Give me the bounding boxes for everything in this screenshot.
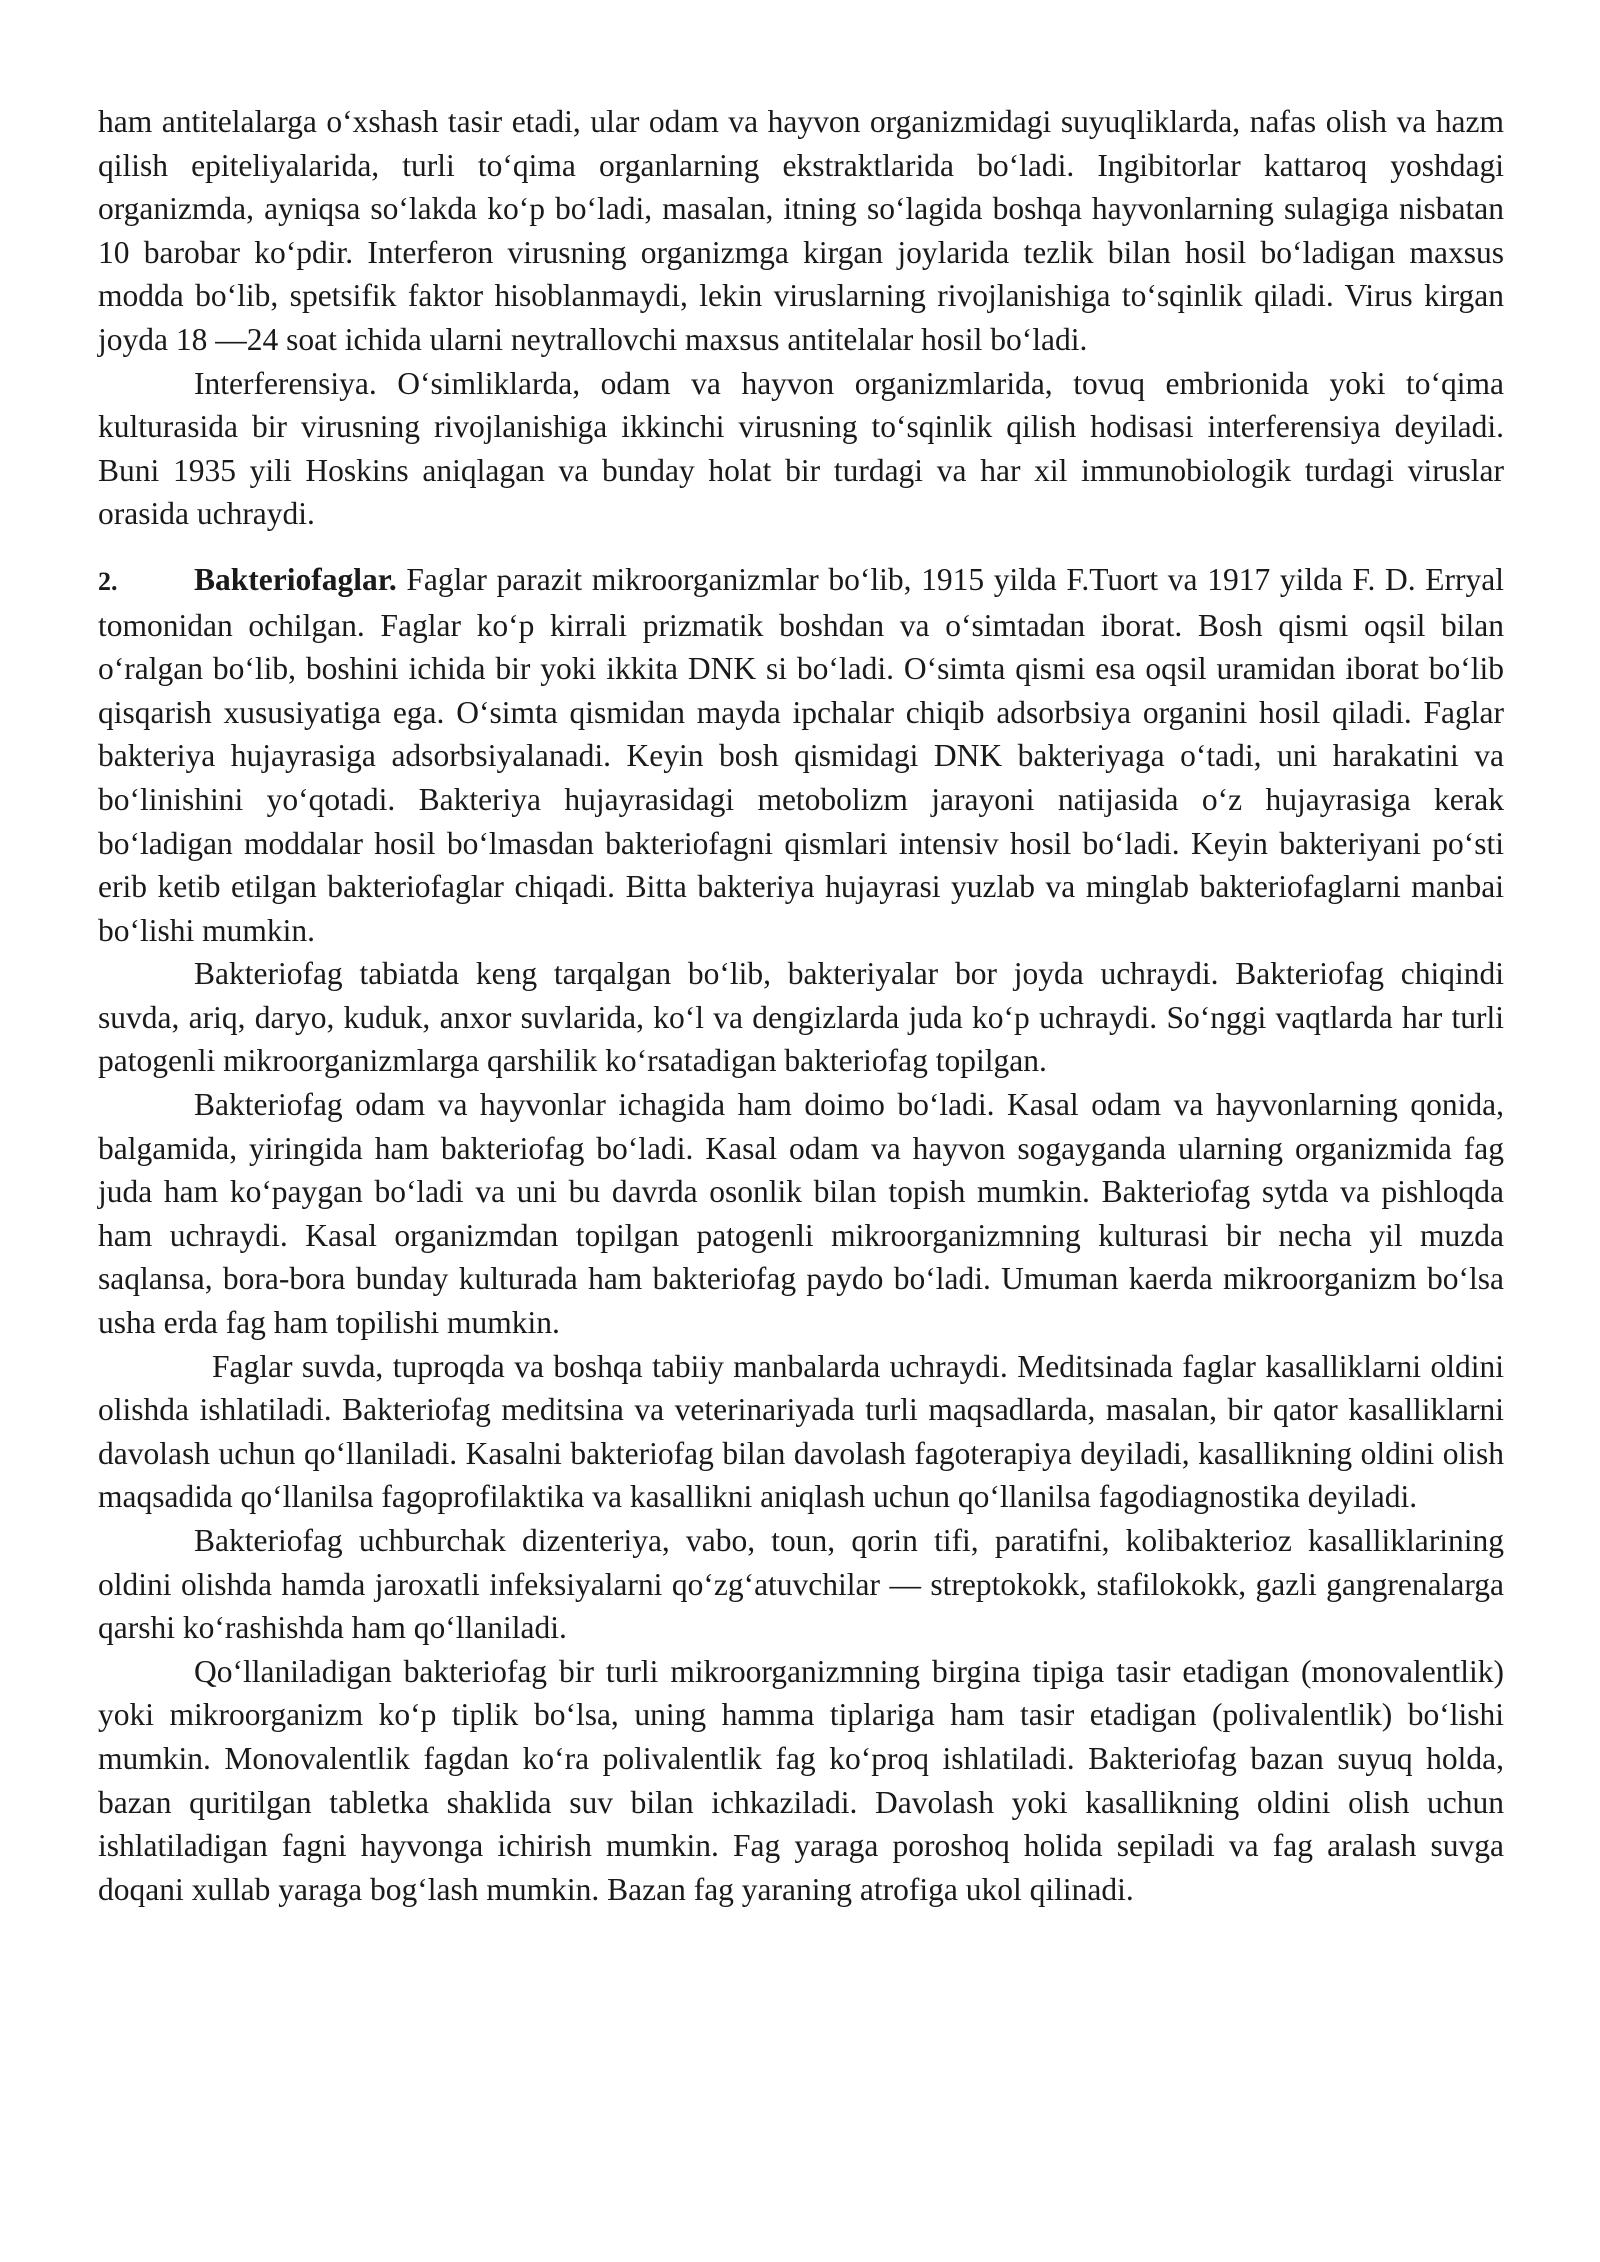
section-bakteriofaglar: [98, 558, 1504, 952]
section-title: Bakteriofaglar.: [194, 561, 397, 597]
section-body-text: Faglar parazit mikroorganizmlar bo‘lib, 1915 yilda F.Tuort va 1917 yilda F. D. Erryal tomonidan ochilgan. Faglar ko‘p kirrali prizmatik boshdan va o‘simtadan iborat. Bosh qismi oqsil bilan o‘ralgan bo‘lib, boshini ichida bir yoki ikkita DNK si bo‘ladi. O‘simta qismi esa oqsil uramidan iborat bo‘lib qisqarish xususiyatiga ega. O‘simta qismidan mayda ipchalar chiqib adsorbsiya organini hosil qiladi. Faglar bakteriya hujayrasiga adsorbsiyalanadi. Keyin bosh qismidagi DNK bakteriyaga o‘tadi, uni harakatini va bo‘linishini yo‘qotadi. Bakteriya hujayrasidagi metobolizm jarayoni natijasida o‘z hujayrasiga kerak bo‘ladigan moddalar hosil bo‘lmasdan bakteriofagni qismlari intensiv hosil bo‘ladi. Keyin bakteriyani po‘sti erib ketib etilgan bakteriofaglar chiqadi. Bitta bakteriya hujayrasi yuzlab va minglab bakteriofaglarni manbai bo‘lishi mumkin.: [98, 561, 1504, 948]
paragraph: Bakteriofag tabiatda keng tarqalgan bo‘lib, bakteriyalar bor joyda uchraydi. Bakteriofag chiqindi suvda, ariq, daryo, kuduk, anxor suvlarida, ko‘l va dengizlarda juda ko‘p uchraydi. So‘nggi vaqtlarda har turli patogenli mikroorganizmlarga qarshilik ko‘rsatadigan bakteriofag topilgan.: [98, 956, 1504, 1079]
paragraph: Bakteriofag odam va hayvonlar ichagida ham doimo bo‘ladi. Kasal odam va hayvonlarning qonida, balgamida, yiringida ham bakteriofag bo‘ladi. Kasal odam va hayvon sogayganda ularning organizmida fag juda ham ko‘paygan bo‘ladi va uni bu davrda osonlik bilan topish mumkin. Bakteriofag sytda va pishloqda ham uchraydi. Kasal organizmdan topilgan patogenli mikroorganizmning kulturasi bir necha yil muzda saqlansa, bora-bora bunday kulturada ham bakteriofag paydo bo‘ladi. Umuman kaerda mikroorganizm bo‘lsa usha erda fag ham topilishi mumkin.: [98, 1087, 1504, 1341]
section-number: 2.: [98, 566, 118, 596]
paragraph: ham antitelalarga o‘xshash tasir etadi, ular odam va hayvon organizmidagi suyuqliklarda, nafas olish va hazm qilish epiteliyalarida, turli to‘qima organlarning ekstraktlarida bo‘ladi. Ingibitorlar kattaroq yoshdagi organizmda, ayniqsa so‘lakda ko‘p bo‘ladi, masalan, itning so‘lagida boshqa hayvonlarning sulagiga nisbatan 10 barobar ko‘pdir. Interferon virusning organizmga kirgan joylarida tezlik bilan hosil bo‘ladigan maxsus modda bo‘lib, spetsifik faktor hisoblanmaydi, lekin viruslarning rivojlanishiga to‘sqinlik qiladi. Virus kirgan joyda 18 —24 soat ichida ularni neytrallovchi maxsus antitelalar hosil bo‘ladi.: [98, 104, 1504, 357]
paragraph: Qo‘llaniladigan bakteriofag bir turli mikroorganizmning birgina tipiga tasir etadigan (monovalentlik) yoki mikroorganizm ko‘p tiplik bo‘lsa, uning hamma tiplariga ham tasir etadigan (polivalentlik) bo‘lishi mumkin. Monovalentlik fagdan ko‘ra polivalentlik fag ko‘proq ishlatiladi. Bakteriofag bazan suyuq holda, bazan quritilgan tabletka shaklida suv bilan ichkaziladi. Davolash yoki kasallikning oldini olish uchun ishlatiladigan fagni hayvonga ichirish mumkin. Fag yaraga poroshoq holida sepiladi va fag aralash suvga doqani xullab yaraga bog‘lash mumkin. Bazan fag yaraning atrofiga ukol qilinadi.: [98, 1653, 1504, 1907]
document-page: [98, 100, 1504, 1911]
paragraph: Faglar suvda, tuproqda va boshqa tabiiy manbalarda uchraydi. Meditsinada faglar kasalliklarni oldini olishda ishlatiladi. Bakteriofag meditsina va veterinariyada turli maqsadlarda, masalan, bir qator kasalliklarni davolash uchun qo‘llaniladi. Kasalni bakteriofag bilan davolash fagoterapiya deyiladi, kasallikning oldini olish maqsadida qo‘llanilsa fagoprofilaktika va kasallikni aniqlash uchun qo‘llanilsa fagodiagnostika deyiladi.: [98, 1348, 1504, 1515]
paragraph-interferensiya: Interferensiya. O‘simliklarda, odam va hayvon organizmlarida, tovuq embrionida yoki to‘qima kulturasida bir virusning rivojlanishiga ikkinchi virusning to‘sqinlik qilish hodisasi interferensiya deyiladi. Buni 1935 yili Hoskins aniqlagan va bunday holat bir turdagi va har xil immunobiologik turdagi viruslar orasida uchraydi.: [98, 365, 1504, 532]
paragraph: Bakteriofag uchburchak dizenteriya, vabo, toun, qorin tifi, paratifni, kolibakterioz kasalliklarining oldini olishda hamda jaroxatli infeksiyalarni qo‘zg‘atuvchilar — streptokokk, stafilokokk, gazli gangrenalarga qarshi ko‘rashishda ham qo‘llaniladi.: [98, 1523, 1504, 1646]
